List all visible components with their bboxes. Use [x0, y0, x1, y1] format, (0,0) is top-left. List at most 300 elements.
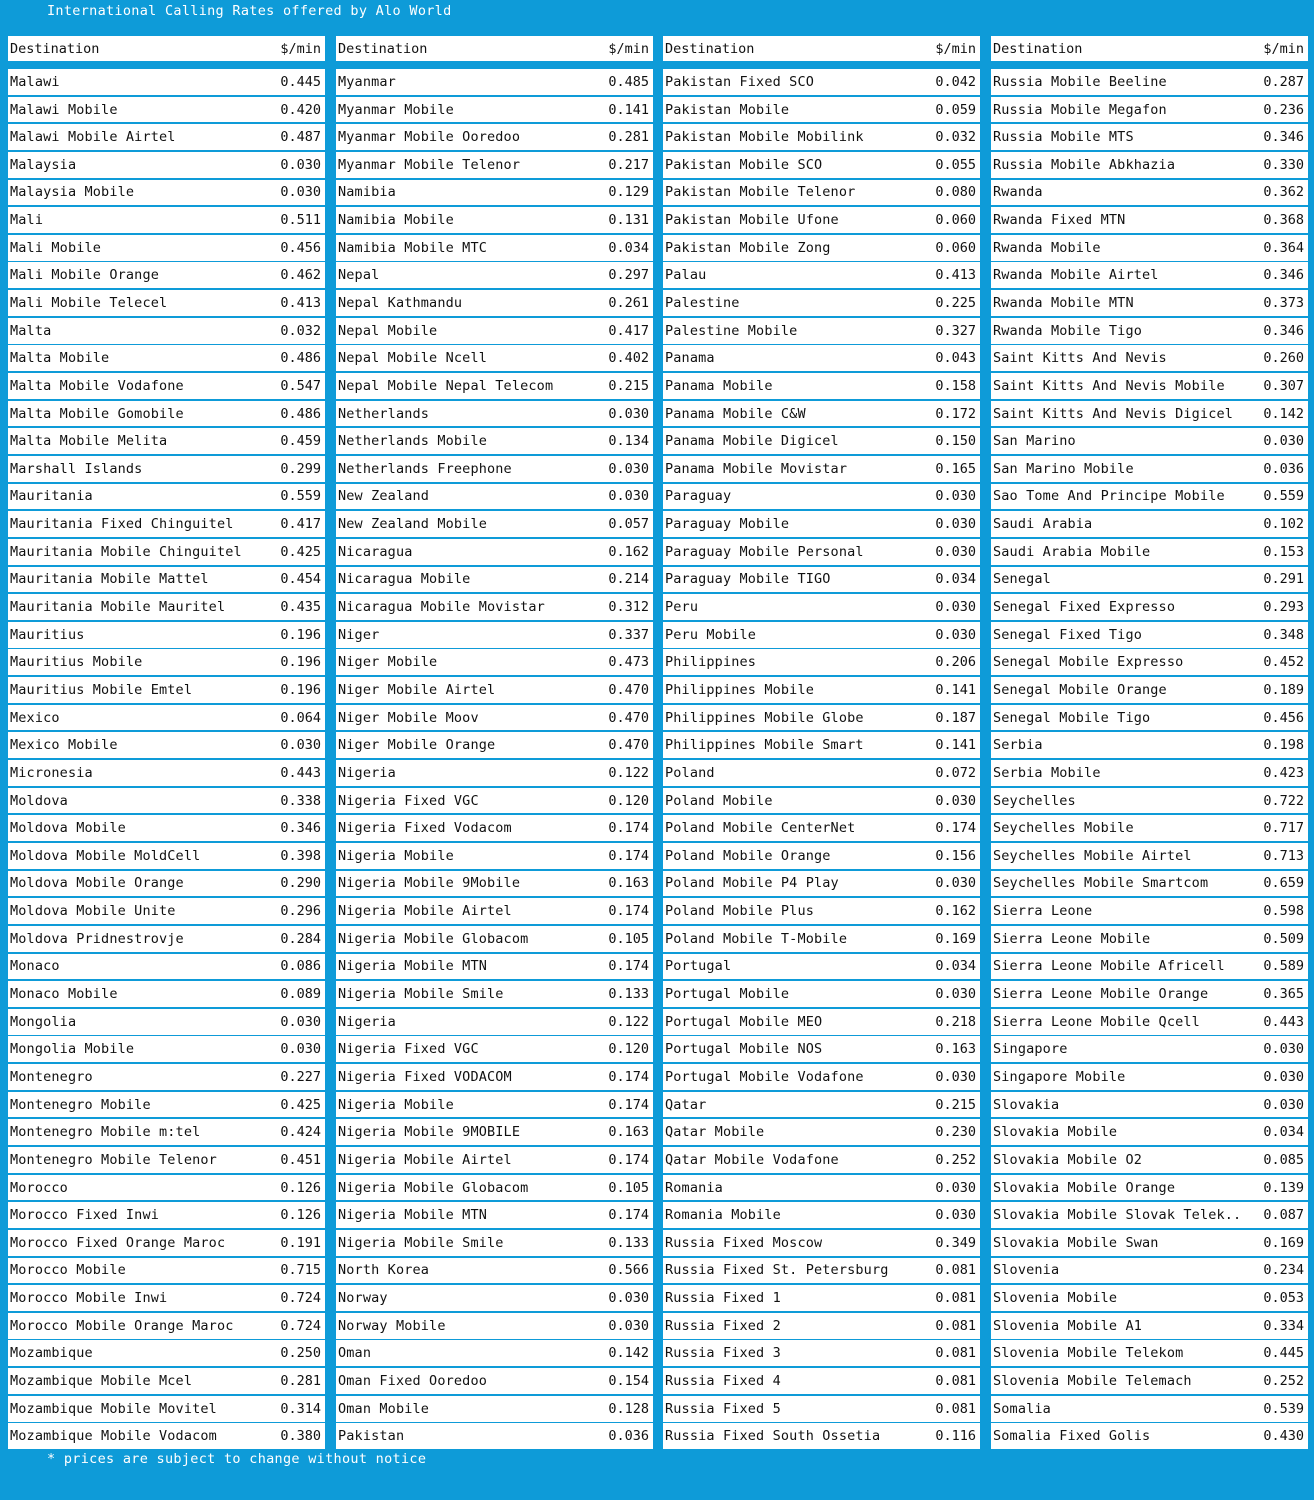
table-row — [8, 318, 325, 344]
destination-cell: Monaco — [10, 958, 60, 975]
table-row — [663, 705, 980, 731]
table-row — [991, 981, 1308, 1007]
table-row — [8, 788, 325, 814]
destination-cell: Montenegro Mobile m:tel — [10, 1124, 201, 1141]
table-row — [8, 649, 325, 675]
destination-cell: Namibia Mobile — [338, 212, 454, 229]
table-row — [336, 705, 653, 731]
rate-cell: 0.072 — [935, 764, 976, 781]
destination-cell: Panama Mobile Digicel — [665, 433, 839, 450]
destination-cell: Micronesia — [10, 764, 93, 781]
destination-cell: Senegal Mobile Expresso — [993, 654, 1184, 671]
table-row — [336, 1340, 653, 1366]
destination-cell: Slovenia — [993, 1262, 1060, 1279]
table-row — [8, 677, 325, 703]
destination-cell: Rwanda Mobile Tigo — [993, 322, 1142, 339]
destination-cell: Pakistan Mobile Zong — [665, 239, 831, 256]
rate-cell: 0.030 — [280, 156, 321, 173]
destination-cell: Mexico Mobile — [10, 737, 118, 754]
destination-cell: Slovenia Mobile Telemach — [993, 1372, 1192, 1389]
table-row — [663, 318, 980, 344]
rate-cell: 0.055 — [935, 156, 976, 173]
rate-cell: 0.187 — [935, 709, 976, 726]
table-row — [663, 1258, 980, 1284]
destination-cell: Myanmar Mobile — [338, 101, 454, 118]
rate-cell: 0.081 — [935, 1290, 976, 1307]
table-row — [663, 760, 980, 786]
destination-cell: Pakistan Mobile Mobilink — [665, 129, 864, 146]
table-row — [663, 290, 980, 316]
rate-cell: 0.334 — [1263, 1317, 1304, 1334]
rate-cell: 0.425 — [280, 1096, 321, 1113]
table-row — [663, 649, 980, 675]
destination-cell: Russia Mobile Megafon — [993, 101, 1167, 118]
destination-cell: Mozambique Mobile Movitel — [10, 1400, 217, 1417]
table-row — [663, 815, 980, 841]
destination-cell: Nigeria Mobile 9MOBILE — [338, 1124, 521, 1141]
table-row — [336, 1313, 653, 1339]
destination-cell: Singapore Mobile — [993, 1068, 1126, 1085]
destination-cell: Senegal Mobile Tigo — [993, 709, 1151, 726]
rate-cell: 0.425 — [280, 543, 321, 560]
table-row — [663, 594, 980, 620]
table-row — [663, 1313, 980, 1339]
destination-cell: Poland Mobile Plus — [665, 903, 814, 920]
rate-cell: 0.030 — [935, 488, 976, 505]
table-row — [336, 1230, 653, 1256]
rate-cell: 0.206 — [935, 654, 976, 671]
rate-cell: 0.085 — [1263, 1151, 1304, 1168]
table-row — [663, 788, 980, 814]
destination-cell: Sierra Leone Mobile Africell — [993, 958, 1225, 975]
table-row — [336, 456, 653, 482]
rate-cell: 0.261 — [608, 295, 649, 311]
table-row — [663, 1092, 980, 1118]
rate-cell: 0.139 — [1263, 1179, 1304, 1196]
table-row — [336, 428, 653, 454]
table-row — [991, 484, 1308, 510]
destination-cell: Malawi — [10, 73, 60, 90]
destination-cell: Rwanda Fixed MTN — [993, 212, 1126, 229]
destination-cell: Nigeria Mobile — [338, 1096, 454, 1113]
table-row — [663, 622, 980, 648]
destination-cell: Seychelles Mobile Smartcom — [993, 875, 1209, 892]
table-row — [336, 1202, 653, 1228]
rate-cell: 0.034 — [608, 239, 649, 256]
rate-cell: 0.291 — [1263, 571, 1304, 588]
rate-cell: 0.338 — [280, 792, 321, 809]
table-row — [663, 898, 980, 924]
rate-cell: 0.417 — [280, 516, 321, 533]
rate-cell: 0.287 — [1263, 73, 1304, 90]
destination-cell: Philippines Mobile Globe — [665, 709, 864, 726]
destination-cell: Nigeria Mobile — [338, 847, 454, 864]
rate-cell: 0.158 — [935, 377, 976, 394]
table-row — [991, 732, 1308, 758]
table-row — [663, 843, 980, 869]
rate-cell: 0.398 — [280, 847, 321, 864]
table-row — [336, 926, 653, 952]
table-row — [8, 97, 325, 123]
destination-cell: Slovenia Mobile A1 — [993, 1317, 1142, 1334]
destination-cell: Mauritania Mobile Mattel — [10, 571, 209, 588]
destination-cell: Netherlands Freephone — [338, 460, 512, 477]
destination-cell: Rwanda Mobile Airtel — [993, 267, 1159, 284]
table-row — [991, 235, 1308, 261]
rate-cell: 0.198 — [1263, 737, 1304, 754]
rate-cell: 0.120 — [608, 1041, 649, 1058]
rate-cell: 0.485 — [608, 73, 649, 90]
destination-cell: Panama — [665, 350, 715, 367]
table-row — [8, 290, 325, 316]
rate-cell: 0.131 — [608, 212, 649, 229]
table-row — [8, 1009, 325, 1035]
table-row — [663, 1119, 980, 1145]
rate-cell: 0.413 — [935, 267, 976, 284]
destination-cell: Niger Mobile — [338, 654, 438, 671]
rate-cell: 0.174 — [935, 820, 976, 837]
rate-cell: 0.086 — [280, 958, 321, 975]
rate-cell: 0.459 — [280, 433, 321, 450]
destination-cell: Nigeria — [338, 764, 396, 781]
table-row — [336, 97, 653, 123]
rate-cell: 0.036 — [608, 1428, 649, 1445]
rate-header: $/min — [608, 40, 649, 57]
table-row — [663, 97, 980, 123]
table-row — [991, 1258, 1308, 1284]
rate-cell: 0.539 — [1263, 1400, 1304, 1417]
rate-cell: 0.174 — [608, 847, 649, 864]
destination-cell: Portugal Mobile Vodafone — [665, 1068, 864, 1085]
table-row — [991, 1340, 1308, 1366]
destination-cell: Senegal — [993, 571, 1051, 588]
rate-cell: 0.402 — [608, 350, 649, 367]
destination-cell: Morocco Mobile Inwi — [10, 1290, 168, 1307]
destination-cell: Seychelles Mobile Airtel — [993, 847, 1192, 864]
rate-cell: 0.154 — [608, 1372, 649, 1389]
rate-cell: 0.380 — [280, 1428, 321, 1445]
rate-cell: 0.337 — [608, 626, 649, 643]
table-row — [336, 539, 653, 565]
destination-cell: Rwanda Mobile — [993, 239, 1101, 256]
destination-cell: Saudi Arabia Mobile — [993, 543, 1151, 560]
destination-cell: Russia Mobile Beeline — [993, 73, 1167, 90]
rate-cell: 0.030 — [280, 1013, 321, 1030]
rate-cell: 0.189 — [1263, 681, 1304, 698]
rate-cell: 0.032 — [280, 322, 321, 339]
rate-cell: 0.081 — [935, 1317, 976, 1334]
rate-cell: 0.030 — [280, 737, 321, 754]
table-row — [336, 207, 653, 233]
destination-cell: Panama Mobile Movistar — [665, 460, 848, 477]
destination-cell: Russia Mobile MTS — [993, 129, 1134, 146]
rate-cell: 0.060 — [935, 239, 976, 256]
rates-column-1 — [8, 36, 325, 1451]
rate-cell: 0.030 — [1263, 433, 1304, 450]
destination-cell: Russia Fixed Moscow — [665, 1234, 823, 1251]
rate-cell: 0.134 — [608, 433, 649, 450]
rate-cell: 0.081 — [935, 1262, 976, 1279]
destination-header: Destination — [665, 40, 755, 57]
table-row — [8, 1092, 325, 1118]
table-row — [991, 1036, 1308, 1062]
destination-cell: Nigeria Mobile MTN — [338, 958, 487, 975]
table-row — [336, 1396, 653, 1422]
destination-cell: Oman Mobile — [338, 1400, 430, 1417]
rate-cell: 0.423 — [1263, 764, 1304, 781]
destination-cell: Niger — [338, 626, 380, 643]
destination-cell: Somalia Fixed Golis — [993, 1428, 1151, 1445]
rate-cell: 0.174 — [608, 1068, 649, 1085]
table-row — [663, 1064, 980, 1090]
rate-cell: 0.196 — [280, 681, 321, 698]
rate-cell: 0.030 — [935, 1179, 976, 1196]
destination-cell: Panama Mobile C&W — [665, 405, 806, 422]
destination-cell: Moldova Mobile Unite — [10, 903, 176, 920]
table-row — [8, 898, 325, 924]
destination-cell: Morocco — [10, 1179, 68, 1196]
rate-cell: 0.659 — [1263, 875, 1304, 892]
table-row — [663, 677, 980, 703]
table-row — [8, 732, 325, 758]
rate-cell: 0.141 — [935, 681, 976, 698]
rate-cell: 0.290 — [280, 875, 321, 892]
destination-cell: Myanmar Mobile Telenor — [338, 156, 521, 173]
destination-cell: Moldova Mobile — [10, 820, 126, 837]
rate-cell: 0.225 — [935, 295, 976, 311]
table-row — [8, 1313, 325, 1339]
destination-cell: Nepal — [338, 267, 380, 284]
destination-cell: Philippines — [665, 654, 757, 671]
destination-cell: Niger Mobile Orange — [338, 737, 496, 754]
rate-cell: 0.174 — [608, 958, 649, 975]
rate-cell: 0.346 — [1263, 267, 1304, 284]
table-row — [991, 152, 1308, 178]
rate-cell: 0.030 — [608, 405, 649, 422]
table-row — [663, 1285, 980, 1311]
destination-cell: Malta — [10, 322, 52, 339]
table-row — [991, 69, 1308, 95]
destination-cell: Nigeria — [338, 1013, 396, 1030]
rate-cell: 0.559 — [280, 488, 321, 505]
table-row — [991, 1092, 1308, 1118]
rate-cell: 0.057 — [608, 516, 649, 533]
rate-cell: 0.589 — [1263, 958, 1304, 975]
table-row — [663, 124, 980, 150]
rate-cell: 0.030 — [608, 1290, 649, 1307]
table-row — [663, 373, 980, 399]
rate-cell: 0.227 — [280, 1068, 321, 1085]
rate-cell: 0.445 — [1263, 1345, 1304, 1362]
rate-cell: 0.327 — [935, 322, 976, 339]
destination-cell: Nigeria Mobile Airtel — [338, 903, 512, 920]
table-row — [336, 484, 653, 510]
rate-cell: 0.169 — [1263, 1234, 1304, 1251]
table-row — [336, 594, 653, 620]
table-row — [991, 456, 1308, 482]
table-row — [336, 401, 653, 427]
table-row — [8, 484, 325, 510]
table-row — [336, 373, 653, 399]
table-row — [663, 1147, 980, 1173]
destination-cell: Romania Mobile — [665, 1207, 781, 1224]
table-row — [991, 373, 1308, 399]
table-row — [8, 1423, 325, 1449]
table-header — [991, 36, 1308, 61]
rate-cell: 0.081 — [935, 1400, 976, 1417]
table-header — [336, 36, 653, 61]
rate-cell: 0.314 — [280, 1400, 321, 1417]
destination-cell: Mauritania Mobile Chinguitel — [10, 543, 242, 560]
table-row — [8, 1119, 325, 1145]
table-row — [8, 124, 325, 150]
table-row — [663, 456, 980, 482]
table-row — [991, 511, 1308, 537]
destination-cell: New Zealand Mobile — [338, 516, 487, 533]
rate-cell: 0.559 — [1263, 488, 1304, 505]
destination-cell: Mauritania — [10, 488, 93, 505]
rate-cell: 0.156 — [935, 847, 976, 864]
destination-cell: Slovakia — [993, 1096, 1060, 1113]
rate-cell: 0.030 — [280, 1041, 321, 1058]
destination-cell: Sierra Leone Mobile Orange — [993, 986, 1209, 1003]
table-row — [663, 926, 980, 952]
destination-cell: Sierra Leone Mobile Qcell — [993, 1013, 1200, 1030]
destination-cell: Russia Fixed 3 — [665, 1345, 781, 1362]
table-row — [663, 401, 980, 427]
destination-cell: Mauritius Mobile — [10, 654, 143, 671]
destination-cell: Mauritania Mobile Mauritel — [10, 599, 226, 616]
table-row — [8, 1230, 325, 1256]
destination-cell: Mozambique Mobile Mcel — [10, 1372, 193, 1389]
table-row — [8, 180, 325, 206]
table-row — [991, 1285, 1308, 1311]
rate-cell: 0.470 — [608, 681, 649, 698]
table-row — [8, 1175, 325, 1201]
destination-cell: Mongolia Mobile — [10, 1041, 135, 1058]
table-row — [336, 235, 653, 261]
destination-cell: Slovakia Mobile — [993, 1124, 1118, 1141]
rate-cell: 0.030 — [935, 516, 976, 533]
table-row — [663, 207, 980, 233]
rate-cell: 0.030 — [608, 1317, 649, 1334]
rate-cell: 0.030 — [935, 1207, 976, 1224]
price-disclaimer: * prices are subject to change without notice — [47, 1451, 427, 1467]
destination-cell: Mexico — [10, 709, 60, 726]
table-row — [8, 1202, 325, 1228]
table-row — [336, 152, 653, 178]
table-row — [663, 1340, 980, 1366]
destination-cell: Saint Kitts And Nevis — [993, 350, 1167, 367]
destination-cell: Romania — [665, 1179, 723, 1196]
table-row — [8, 622, 325, 648]
table-row — [663, 1036, 980, 1062]
table-row — [336, 677, 653, 703]
destination-cell: Serbia Mobile — [993, 764, 1101, 781]
rate-cell: 0.365 — [1263, 986, 1304, 1003]
table-row — [991, 926, 1308, 952]
destination-cell: Poland — [665, 764, 715, 781]
table-header — [8, 36, 325, 61]
rate-cell: 0.030 — [935, 626, 976, 643]
table-row — [991, 539, 1308, 565]
destination-cell: Malawi Mobile Airtel — [10, 129, 176, 146]
destination-cell: Nepal Mobile Nepal Telecom — [338, 377, 554, 394]
table-row — [663, 567, 980, 593]
destination-cell: Malta Mobile Melita — [10, 433, 168, 450]
table-row — [991, 677, 1308, 703]
rate-cell: 0.252 — [1263, 1372, 1304, 1389]
table-row — [8, 981, 325, 1007]
rate-cell: 0.234 — [1263, 1262, 1304, 1279]
rate-cell: 0.174 — [608, 903, 649, 920]
destination-cell: Poland Mobile T-Mobile — [665, 930, 848, 947]
destination-cell: Namibia — [338, 184, 396, 201]
table-row — [336, 1147, 653, 1173]
destination-cell: Mauritius — [10, 626, 85, 643]
rate-cell: 0.036 — [1263, 460, 1304, 477]
rate-cell: 0.128 — [608, 1400, 649, 1417]
table-row — [991, 1396, 1308, 1422]
destination-cell: Moldova Mobile Orange — [10, 875, 184, 892]
rate-cell: 0.102 — [1263, 516, 1304, 533]
table-row — [991, 401, 1308, 427]
destination-cell: Palestine — [665, 295, 740, 311]
rate-cell: 0.141 — [935, 737, 976, 754]
destination-cell: Mali Mobile Telecel — [10, 295, 168, 311]
table-row — [336, 1092, 653, 1118]
destination-cell: North Korea — [338, 1262, 430, 1279]
table-row — [663, 1368, 980, 1394]
destination-cell: Mozambique Mobile Vodacom — [10, 1428, 217, 1445]
destination-cell: Mali Mobile — [10, 239, 102, 256]
table-row — [991, 180, 1308, 206]
destination-cell: Oman — [338, 1345, 372, 1362]
rate-cell: 0.081 — [935, 1345, 976, 1362]
table-row — [663, 152, 980, 178]
rate-cell: 0.230 — [935, 1124, 976, 1141]
table-row — [8, 401, 325, 427]
rate-cell: 0.487 — [280, 129, 321, 146]
table-row — [8, 843, 325, 869]
rate-cell: 0.717 — [1263, 820, 1304, 837]
table-row — [8, 926, 325, 952]
destination-cell: Philippines Mobile — [665, 681, 814, 698]
destination-cell: Russia Fixed 4 — [665, 1372, 781, 1389]
table-row — [663, 954, 980, 980]
rate-cell: 0.346 — [1263, 129, 1304, 146]
destination-cell: Montenegro — [10, 1068, 93, 1085]
destination-cell: Slovakia Mobile O2 — [993, 1151, 1142, 1168]
table-row — [663, 180, 980, 206]
destination-cell: Mauritania Fixed Chinguitel — [10, 516, 234, 533]
table-row — [663, 732, 980, 758]
table-row — [8, 428, 325, 454]
table-row — [663, 235, 980, 261]
destination-cell: Morocco Fixed Orange Maroc — [10, 1234, 226, 1251]
destination-cell: Nigeria Mobile Airtel — [338, 1151, 512, 1168]
rate-cell: 0.362 — [1263, 184, 1304, 201]
destination-cell: Sierra Leone Mobile — [993, 930, 1151, 947]
destination-cell: Russia Fixed 2 — [665, 1317, 781, 1334]
rate-cell: 0.456 — [1263, 709, 1304, 726]
destination-cell: Netherlands Mobile — [338, 433, 487, 450]
destination-cell: Myanmar — [338, 73, 396, 90]
table-row — [991, 1175, 1308, 1201]
rate-cell: 0.252 — [935, 1151, 976, 1168]
table-row — [991, 815, 1308, 841]
rate-cell: 0.030 — [1263, 1041, 1304, 1058]
